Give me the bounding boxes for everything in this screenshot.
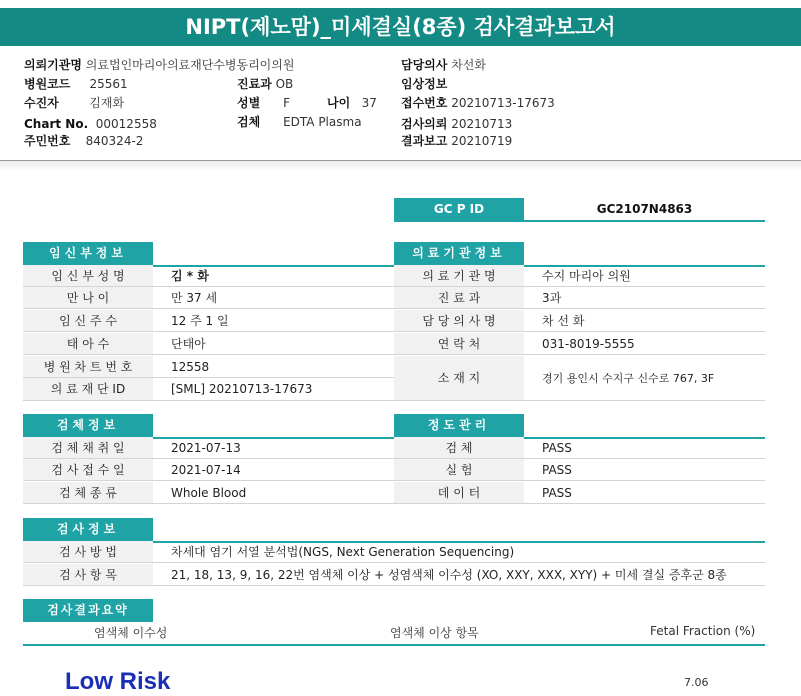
row-value: 12558 (171, 360, 210, 374)
report-title: NIPT(제노맘)_미세결실(8종) 검사결과보고서 (0, 8, 801, 46)
row-value: 김 * 화 (171, 269, 209, 283)
row-value: 수지 마리아 의원 (542, 269, 631, 283)
row-value: PASS (542, 486, 572, 500)
row-label: 검 사 방 법 (23, 541, 153, 562)
row-label: 임 신 부 성 명 (23, 265, 153, 286)
pregnant-row-foundation-id (23, 378, 394, 401)
gcpid-underline (394, 220, 765, 222)
resident-id-field: 주민번호 840324-2 (24, 134, 144, 148)
test-info-title: 검사정보 (23, 518, 153, 541)
summary-col-aneuploidy: 염색체 이수성 (94, 626, 168, 640)
row-value: 2021-07-13 (171, 441, 241, 455)
row-label: 의 료 기 관 명 (394, 265, 524, 286)
pregnant-info-title: 임신부정보 (23, 242, 153, 265)
sex-field: 성별 F (237, 96, 290, 110)
row-value: 031-8019-5555 (542, 337, 635, 351)
row-label: 검 체 (394, 437, 524, 458)
summary-title: 검사결과요약 (23, 599, 153, 622)
specimen-type-field: 검체 EDTA Plasma (237, 115, 362, 129)
row-value: 만 37 세 (171, 291, 218, 305)
pregnant-row-fetus (23, 333, 394, 355)
row-value: 2021-07-14 (171, 463, 241, 477)
doctor-field: 담당의사 차선화 (401, 58, 486, 72)
pregnant-row-chart (23, 356, 394, 378)
row-label: 병 원 차 트 번 호 (23, 356, 153, 377)
row-label: 만 나 이 (23, 287, 153, 308)
row-value: 12 주 1 일 (171, 314, 229, 328)
pregnant-info-header (23, 242, 394, 265)
test-info-header (23, 518, 765, 541)
patient-field: 수진자 김재화 (24, 96, 125, 110)
gcpid-value: GC2107N4863 (596, 202, 693, 216)
qc-header (394, 414, 765, 437)
row-value: Whole Blood (171, 486, 247, 500)
summary-col-abnormal-items: 염색체 이상 항목 (390, 626, 479, 640)
accession-field: 접수번호 20210713-17673 (401, 96, 555, 110)
institution-row-doctor (394, 310, 765, 332)
institution-row-address (394, 356, 765, 401)
row-value: 차세대 염기 서열 분석법(NGS, Next Generation Sequencing) (171, 545, 515, 559)
row-label: 임 신 주 수 (23, 310, 153, 331)
row-value: PASS (542, 463, 572, 477)
row-value: PASS (542, 441, 572, 455)
pregnant-row-age (23, 287, 394, 309)
summary-header (23, 599, 154, 622)
qc-row-data (394, 482, 765, 504)
result-low-risk: Low Risk (65, 668, 171, 695)
row-label: 연 락 처 (394, 333, 524, 354)
qc-row-specimen (394, 437, 765, 459)
row-label: 검 사 항 목 (23, 564, 153, 585)
institution-row-name (394, 265, 765, 287)
specimen-info-header (23, 414, 394, 437)
row-label: 의 료 재 단 ID (23, 378, 153, 400)
request-date-field: 검사의뢰 20210713 (401, 117, 513, 131)
hospital-code-field: 병원코드 25561 (24, 77, 128, 91)
specimen-row-collect (23, 437, 394, 459)
row-label: 태 아 수 (23, 333, 153, 354)
report-date-field: 결과보고 20210719 (401, 134, 513, 148)
row-value: 21, 18, 13, 9, 16, 22번 염색체 이상 + 성염색체 이수성 (XO, XXY, XXX, XYY) + 미세 결실 증후군 8종 (171, 568, 727, 582)
row-value: 차 선 화 (542, 314, 585, 328)
qc-row-experiment (394, 459, 765, 481)
row-value: 단태아 (171, 337, 206, 351)
summary-underline (23, 644, 765, 646)
header-shadow (0, 161, 801, 172)
row-value: 경기 용인시 수지구 신수로 767, 3F (542, 372, 715, 385)
age-field: 나이 37 (327, 96, 377, 110)
qc-title: 정도관리 (394, 414, 524, 437)
row-value: [SML] 20210713-17673 (171, 382, 313, 396)
row-label: 소 재 지 (394, 356, 524, 400)
row-label: 검 체 종 류 (23, 482, 153, 503)
row-label: 데 이 터 (394, 482, 524, 503)
institution-info-title: 의료기관정보 (394, 242, 524, 265)
summary-col-fetal-fraction: Fetal Fraction (%) (650, 624, 756, 638)
test-row-items (23, 564, 765, 586)
dept-field: 진료과 OB (237, 77, 294, 91)
fetal-fraction-value: 7.06 (684, 676, 709, 689)
row-label: 담 당 의 사 명 (394, 310, 524, 331)
institution-row-contact (394, 333, 765, 355)
institution-row-dept (394, 287, 765, 309)
specimen-row-received (23, 459, 394, 481)
specimen-row-type (23, 482, 394, 504)
row-label: 검 체 채 취 일 (23, 437, 153, 458)
row-label: 검 사 접 수 일 (23, 459, 153, 480)
pregnant-row-weeks (23, 310, 394, 332)
row-label: 진 료 과 (394, 287, 524, 308)
row-value: 3과 (542, 291, 562, 305)
clinical-info-field: 임상정보 (401, 77, 448, 91)
row-label: 실 험 (394, 459, 524, 480)
pregnant-row-name (23, 265, 394, 287)
chart-no-field: Chart No. 00012558 (24, 117, 157, 131)
test-row-method (23, 541, 765, 563)
institution-field: 의뢰기관명 의료법인마리아의료재단수병동리이의원 (24, 58, 295, 72)
institution-info-header (394, 242, 765, 265)
specimen-info-title: 검체정보 (23, 414, 153, 437)
gcpid-label: GC P ID (394, 198, 524, 220)
